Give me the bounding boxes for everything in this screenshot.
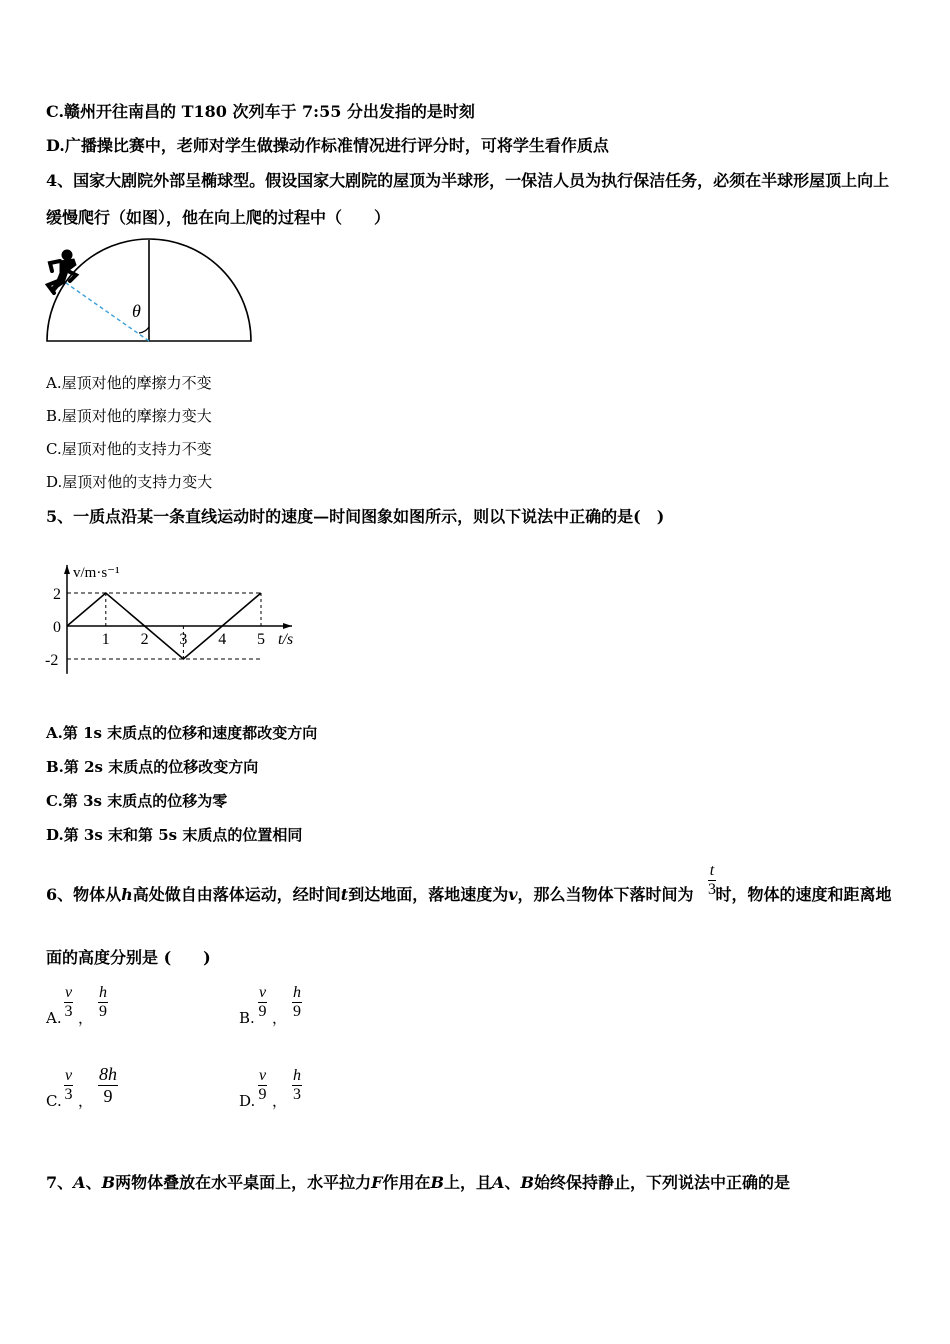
q4-option-b: B.屋顶对他的摩擦力变大 [46,407,212,425]
q4-stem-line1: 4、国家大剧院外部呈椭球型。假设国家大剧院的屋顶为半球形，一保洁人员为执行保洁任务，必须在半球形屋顶上向上 [46,171,890,190]
x-tick-label: 4 [218,631,227,648]
q6-option-d-sep: ， [272,1092,288,1110]
q6-part5: 时，物体的速度和距离地 [715,885,892,904]
q5-option-d: D.第 3s 末和第 5s 末质点的位置相同 [46,826,303,844]
q6-v: v [508,885,518,904]
q6-option-c-frac2: 8h 9 [99,1064,117,1106]
q5-option-a: A.第 1s 末质点的位移和速度都改变方向 [46,724,318,742]
q6-option-a-sep: ， [78,1009,94,1027]
q6-option-c-label: C. [46,1092,62,1110]
q6-option-b-frac1: v 9 [258,984,267,1020]
q6-option-c-frac1: v 3 [64,1067,73,1103]
q6-option-b-frac2: h 9 [293,984,301,1020]
y-axis-arrow [64,565,70,574]
q3-option-d: D.广播操比赛中，老师对学生做操动作标准情况进行评分时，可将学生看作质点 [46,136,609,155]
x-tick-label: 1 [101,631,110,648]
q6-option-a-label: A. [46,1009,62,1027]
y-tick-label: 0 [53,619,61,636]
q6-option-d-frac1: v 9 [258,1067,267,1103]
q6-option-b-label: B. [239,1009,255,1027]
y-axis-label: v/m·s⁻¹ [73,564,120,581]
q6-frac-den: 3 [708,881,716,898]
q4-option-d: D.屋顶对他的支持力变大 [46,473,213,491]
x-tick-label: 5 [257,631,265,648]
y-tick-label: -2 [45,652,59,669]
q6-part2: 高处做自由落体运动，经时间 [132,885,341,904]
q6-part4: ，那么当物体下落时间为 [517,885,694,904]
q6-part3: 到达地面，落地速度为 [348,885,509,904]
q6-stem-line1 [46,885,892,905]
q4-hemisphere-figure [40,235,260,347]
q7-stem: 7、A、B两物体叠放在水平桌面上，水平拉力F作用在B上，且A、B始终保持静止，下列说法中正确的是 [46,1173,791,1192]
q6-t: t [340,885,349,904]
angle-label: θ [132,301,141,321]
q6-option-d-frac2: h 3 [293,1067,301,1103]
y-tick-label: 2 [53,586,61,603]
q5-option-c: C.第 3s 末质点的位移为零 [46,792,228,810]
q6-option-d-label: D. [239,1092,256,1110]
vt-chart [40,536,340,696]
q6-option-c-sep: ， [78,1092,94,1110]
q6-option-a-frac2: h 9 [99,984,107,1020]
x-tick-label: 3 [179,631,188,648]
q6-stem-line2: 面的高度分别是 ( ) [46,948,211,967]
q4-stem-line2: 缓慢爬行（如图），他在向上爬的过程中（ ） [46,208,391,227]
q6-option-a-frac1: v 3 [64,984,73,1020]
q6-frac-num: t [709,862,715,879]
q3-option-c: C.赣州开往南昌的 T180 次列车于 7:55 分出发指的是时刻 [46,102,475,121]
x-tick-label: 2 [140,631,149,648]
q6-h: h [121,885,133,904]
q5-stem: 5、一质点沿某一条直线运动时的速度—时间图象如图所示，则以下说法中正确的是( ) [46,507,665,526]
q5-option-b: B.第 2s 末质点的位移改变方向 [46,758,259,776]
angle-arc [139,327,149,333]
x-axis-arrow [283,623,292,629]
x-axis-label: t/s [278,631,294,648]
q4-option-a: A.屋顶对他的摩擦力不变 [46,374,212,392]
q6-option-b-sep: ， [272,1009,288,1027]
q4-option-c: C.屋顶对他的支持力不变 [46,440,212,458]
q6-part1: 6、物体从 [46,885,122,904]
q6-frac-t-over-3 [708,862,716,899]
